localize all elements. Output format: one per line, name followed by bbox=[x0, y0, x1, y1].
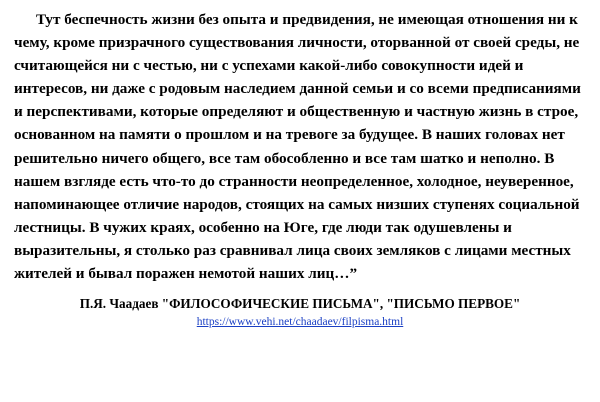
source-link[interactable]: https://www.vehi.net/chaadaev/filpisma.html bbox=[196, 316, 404, 329]
quote-attribution: П.Я. Чаадаев "ФИЛОСОФИЧЕСКИЕ ПИСЬМА", "ПИСЬМО ПЕРВОЕ" bbox=[79, 296, 521, 312]
quote-text: Тут беспечность жизни без опыта и предвидения, не имеющая отношения ни к чему, кроме призрачного существования личности, оторванной от своей среды, не считающейся ни с честью, ни с успехами какой-либо совокупности идей и интересов, ни даже с родовым наследием данной семьи и со всеми предписаниями и перспективами, которые определяют и общественную и частную жизнь в строе, основанном на памяти о прошлом и на тревоге за будущее. В наших головах нет решительно ничего общего, все там обособленно и все там шатко и неполно. В нашем взгляде есть что-то до странности неопределенное, холодное, неуверенное, напоминающее отличие народов, стоящих на самых низших ступенях социальной лестницы. В чужих краях, особенно на Юге, где люди так одушевлены и выразительны, я столько раз сравнивал лица своих земляков с лицами местных жителей и бывал поражен немотой наших лиц…” bbox=[14, 11, 581, 283]
